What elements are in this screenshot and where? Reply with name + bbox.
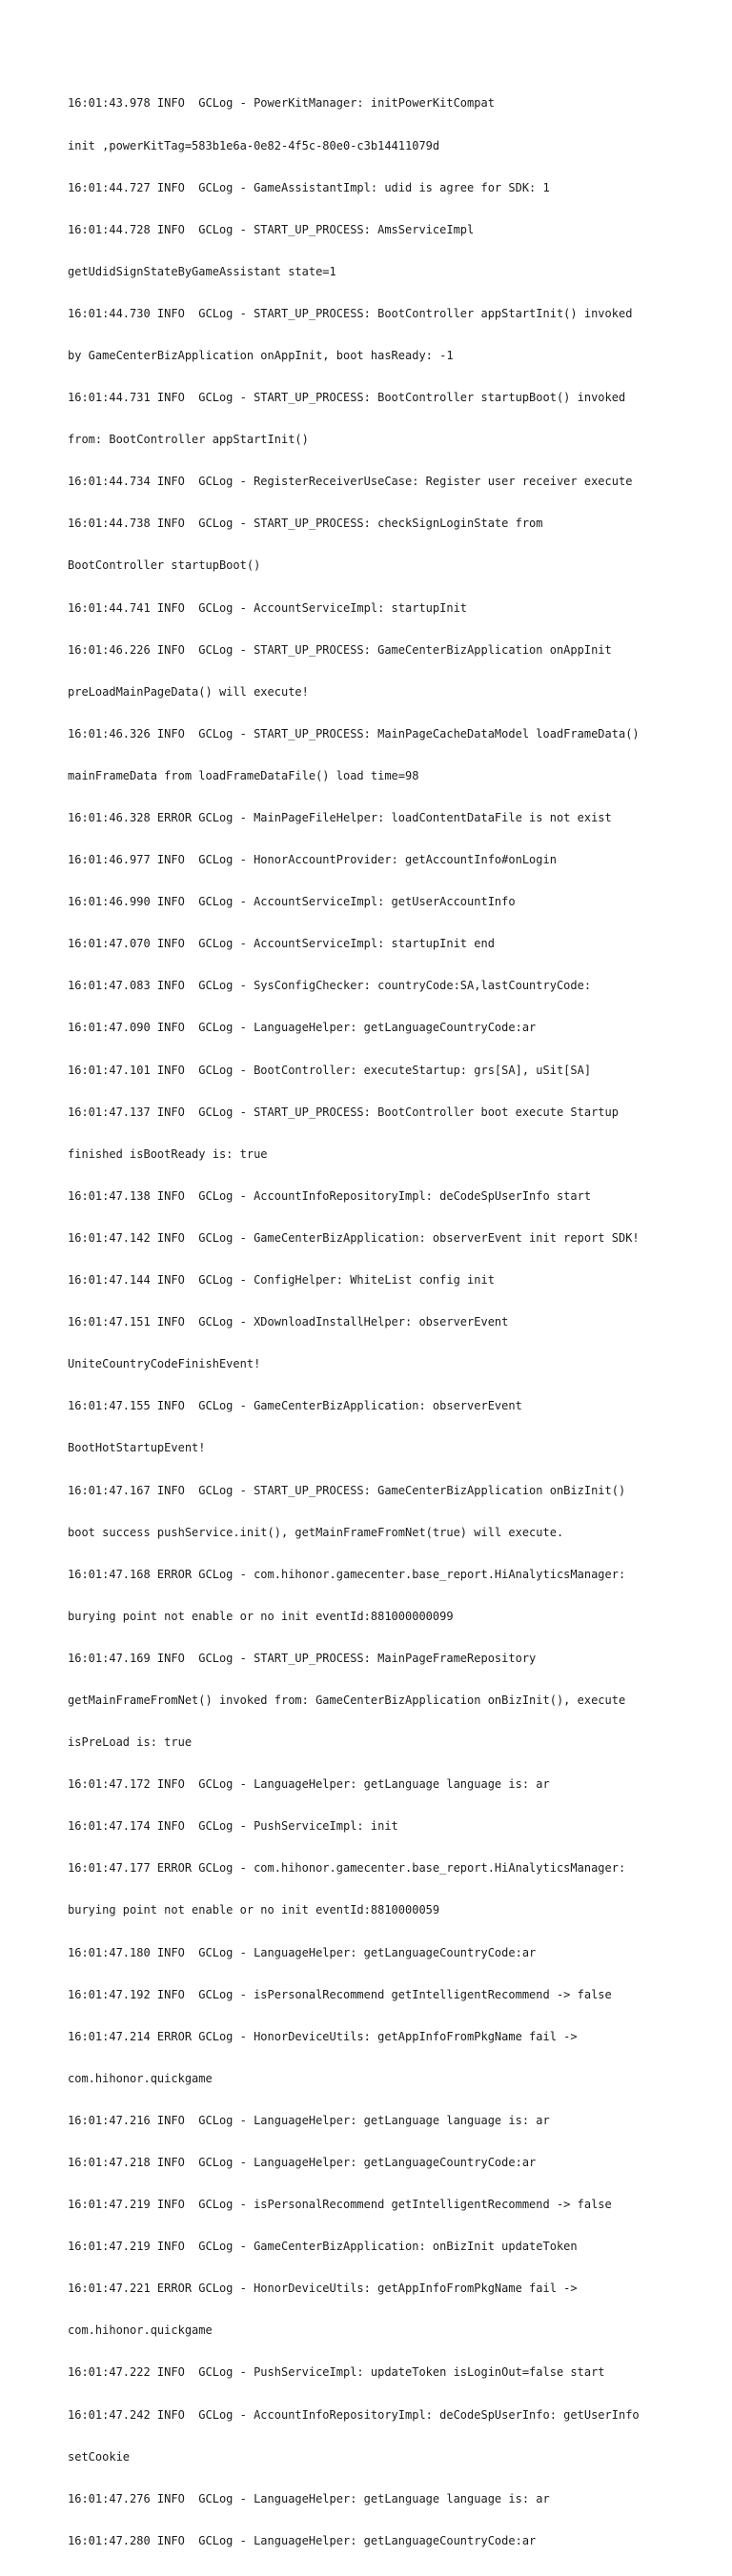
log-line: getMainFrameFromNet() invoked from: GameCenterBizApplication onBizInit(), execute (68, 1693, 626, 1707)
log-line: 16:01:47.242 INFO GCLog - AccountInfoRepositoryImpl: deCodeSpUserInfo: getUserInfo (68, 2407, 640, 2422)
log-line: 16:01:43.978 INFO GCLog - PowerKitManager: initPowerKitCompat (68, 96, 495, 111)
log-line: 16:01:47.090 INFO GCLog - LanguageHelper: getLanguageCountryCode:ar (68, 1021, 537, 1035)
log-line: 16:01:44.727 INFO GCLog - GameAssistantImpl: udid is agree for SDK: 1 (68, 180, 550, 194)
log-line: 16:01:47.222 INFO GCLog - PushServiceImpl: updateToken isLoginOut=false start (68, 2365, 605, 2380)
log-line: 16:01:47.070 INFO GCLog - AccountServiceImpl: startupInit end (68, 937, 495, 951)
log-line: 16:01:47.151 INFO GCLog - XDownloadInstallHelper: observerEvent (68, 1315, 509, 1329)
log-line: burying point not enable or no init eventId:881000000099 (68, 1609, 454, 1623)
log-line: getUdidSignStateByGameAssistant state=1 (68, 264, 336, 278)
log-line: 16:01:47.167 INFO GCLog - START_UP_PROCESS: GameCenterBizApplication onBizInit() (68, 1483, 626, 1497)
log-line: 16:01:46.226 INFO GCLog - START_UP_PROCESS: GameCenterBizApplication onAppInit (68, 642, 612, 657)
log-line: isPreLoad is: true (68, 1735, 193, 1750)
log-line: 16:01:44.741 INFO GCLog - AccountServiceImpl: startupInit (68, 600, 468, 615)
log-line: 16:01:47.138 INFO GCLog - AccountInfoRepositoryImpl: deCodeSpUserInfo start (68, 1188, 592, 1203)
log-line: 16:01:44.734 INFO GCLog - RegisterReceiverUseCase: Register user receiver execute (68, 475, 633, 489)
log-line: 16:01:47.137 INFO GCLog - START_UP_PROCESS: BootController boot execute Startup (68, 1105, 619, 1119)
log-line: 16:01:47.276 INFO GCLog - LanguageHelper: getLanguage language is: ar (68, 2491, 550, 2505)
log-line: 16:01:44.728 INFO GCLog - START_UP_PROCESS: AmsServiceImpl (68, 222, 475, 236)
log-line: 16:01:47.180 INFO GCLog - LanguageHelper: getLanguageCountryCode:ar (68, 1945, 537, 1959)
log-line: 16:01:46.328 ERROR GCLog - MainPageFileHelper: loadContentDataFile is not exist (68, 811, 612, 824)
log-line: 16:01:47.174 INFO GCLog - PushServiceImpl: init (68, 1819, 398, 1834)
log-line: UniteCountryCodeFinishEvent! (68, 1357, 261, 1371)
log-line: boot success pushService.init(), getMainFrameFromNet(true) will execute. (68, 1525, 564, 1539)
log-line: 16:01:44.738 INFO GCLog - START_UP_PROCESS: checkSignLoginState from (68, 517, 543, 531)
log-line: 16:01:47.155 INFO GCLog - GameCenterBizApplication: observerEvent (68, 1399, 522, 1413)
log-line: com.hihonor.quickgame (68, 2323, 213, 2338)
log-line: 16:01:47.214 ERROR GCLog - HonorDeviceUtils: getAppInfoFromPkgName fail -> (68, 2029, 578, 2043)
log-line: 16:01:46.990 INFO GCLog - AccountServiceImpl: getUserAccountInfo (68, 895, 516, 909)
log-line: 16:01:47.083 INFO GCLog - SysConfigChecker: countryCode:SA,lastCountryCode: (68, 979, 592, 993)
log-text-block (68, 69, 678, 2576)
log-line: 16:01:47.172 INFO GCLog - LanguageHelper: getLanguage language is: ar (68, 1777, 550, 1792)
log-line: 16:01:44.731 INFO GCLog - START_UP_PROCESS: BootController startupBoot() invoked (68, 391, 626, 405)
log-line: 16:01:44.730 INFO GCLog - START_UP_PROCESS: BootController appStartInit() invoked (68, 306, 633, 320)
log-line: 16:01:47.216 INFO GCLog - LanguageHelper: getLanguage language is: ar (68, 2113, 550, 2127)
log-line: 16:01:47.218 INFO GCLog - LanguageHelper: getLanguageCountryCode:ar (68, 2156, 537, 2169)
log-line: finished isBootReady is: true (68, 1146, 268, 1161)
log-line: 16:01:47.101 INFO GCLog - BootController: executeStartup: grs[SA], uSit[SA] (68, 1063, 592, 1077)
log-line: BootHotStartupEvent! (68, 1441, 206, 1455)
log-line: from: BootController appStartInit() (68, 433, 309, 447)
log-line: mainFrameData from loadFrameDataFile() load time=98 (68, 768, 419, 782)
log-line: 16:01:46.326 INFO GCLog - START_UP_PROCESS: MainPageCacheDataModel loadFrameData() (68, 726, 640, 740)
log-line: BootController startupBoot() (68, 558, 261, 573)
log-line: 16:01:47.142 INFO GCLog - GameCenterBizApplication: observerEvent init report SDK! (68, 1230, 640, 1245)
log-line: 16:01:47.168 ERROR GCLog - com.hihonor.gamecenter.base_report.HiAnalyticsManager: (68, 1567, 626, 1581)
log-line: 16:01:47.169 INFO GCLog - START_UP_PROCESS: MainPageFrameRepository (68, 1651, 537, 1665)
log-line: 16:01:47.280 INFO GCLog - LanguageHelper: getLanguageCountryCode:ar (68, 2533, 537, 2547)
log-line: 16:01:47.144 INFO GCLog - ConfigHelper: WhiteList config init (68, 1273, 495, 1288)
log-line: 16:01:47.219 INFO GCLog - isPersonalRecommend getIntelligentRecommend -> false (68, 2198, 612, 2212)
log-line: 16:01:47.221 ERROR GCLog - HonorDeviceUtils: getAppInfoFromPkgName fail -> (68, 2282, 578, 2296)
log-line: 16:01:47.219 INFO GCLog - GameCenterBizApplication: onBizInit updateToken (68, 2240, 578, 2254)
log-line: by GameCenterBizApplication onAppInit, boot hasReady: -1 (68, 348, 454, 362)
log-line: 16:01:46.977 INFO GCLog - HonorAccountProvider: getAccountInfo#onLogin (68, 853, 557, 867)
log-line: burying point not enable or no init eventId:8810000059 (68, 1903, 440, 1917)
log-line: setCookie (68, 2449, 131, 2464)
log-line: preLoadMainPageData() will execute! (68, 684, 309, 699)
log-line: 16:01:47.192 INFO GCLog - isPersonalRecommend getIntelligentRecommend -> false (68, 1987, 612, 2001)
log-line: com.hihonor.quickgame (68, 2071, 213, 2085)
log-line: init ,powerKitTag=583b1e6a-0e82-4f5c-80e0-c3b14411079d (68, 138, 440, 152)
log-line: 16:01:47.177 ERROR GCLog - com.hihonor.gamecenter.base_report.HiAnalyticsManager: (68, 1861, 626, 1876)
